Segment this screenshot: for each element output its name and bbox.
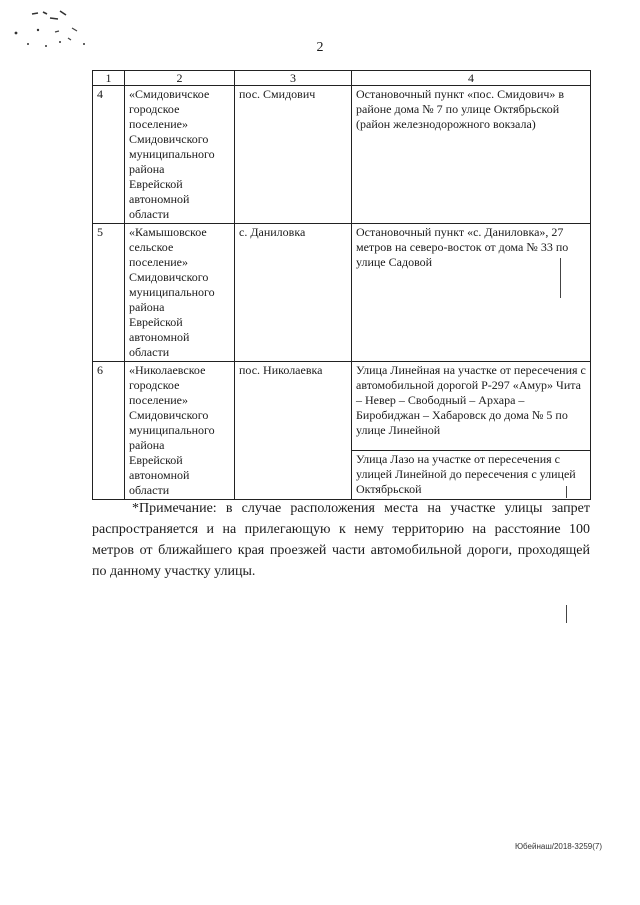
municipality-cell [125,86,235,224]
municipality-line: сельское [129,240,174,254]
municipality-line: области [129,483,170,497]
municipality-cell [125,362,235,500]
municipality-line: «Николаевское [129,363,206,377]
table-row [93,86,591,224]
column-header: 3 [235,71,352,86]
municipality-line: Еврейской [129,453,183,467]
table-row [93,362,591,451]
municipality-line: муниципального [129,423,215,437]
places-table [92,70,591,500]
municipality-line: поселение» [129,117,189,131]
municipality-line: поселение» [129,393,189,407]
municipality-line: автономной [129,468,190,482]
municipality-line: района [129,438,165,452]
municipality-line: Еврейской [129,177,183,191]
municipality-line: «Камышовское [129,225,207,239]
municipality-line: автономной [129,192,190,206]
table-row [93,224,591,362]
municipality-line: района [129,300,165,314]
municipality-line: «Смидовичское [129,87,210,101]
municipality-line: поселение» [129,255,189,269]
municipality-line: муниципального [129,147,215,161]
municipality-line: области [129,207,170,221]
document-code: Юбейнаш/2018-3259(7) [514,842,602,851]
row-number: 6 [93,362,125,500]
column-header: 2 [125,71,235,86]
municipality-line: городское [129,378,180,392]
scan-line [566,605,567,623]
column-header: 1 [93,71,125,86]
municipality-line: городское [129,102,180,116]
municipality-line: автономной [129,330,190,344]
note-text: *Примечание: в случае расположения места на участке улицы запрет распространяется и на прилегающую к нему территорию на расстояние 100 метров от ближайшего края проезжей части автомобильной дороги, проходящей по данному участку улицы. [92,501,590,579]
settlement-cell: пос. Смидович [235,86,352,224]
page-number: 2 [316,40,324,55]
place-cell: Улица Линейная на участке от пересечения с автомобильной дорогой Р-297 «Амур» Чита – Невер – Свободный – Архара – Биробиджан – Хабаровск до дома № 5 по улице Линейной [352,362,591,451]
municipality-line: Еврейской [129,315,183,329]
scan-line [560,258,561,298]
place-cell: Улица Лазо на участке от пересечения с улицей Линейной до пересечения с улицей Октябрьской [352,451,591,500]
place-cell: Остановочный пункт «пос. Смидович» в районе дома № 7 по улице Октябрьской (район железнодорожного вокзала) [352,86,591,224]
column-header: 4 [352,71,591,86]
table-header-row [93,71,591,86]
municipality-line: Смидовичского [129,408,209,422]
scan-line [566,486,567,498]
municipality-line: муниципального [129,285,215,299]
row-number: 4 [93,86,125,224]
municipality-line: Смидовичского [129,270,209,284]
municipality-line: области [129,345,170,359]
row-number: 5 [93,224,125,362]
municipality-line: района [129,162,165,176]
municipality-line: Смидовичского [129,132,209,146]
place-cell: Остановочный пункт «с. Даниловка», 27 метров на северо-восток от дома № 33 по улице Садовой [352,224,591,362]
settlement-cell: с. Даниловка [235,224,352,362]
municipality-cell [125,224,235,362]
settlement-cell: пос. Николаевка [235,362,352,500]
note-paragraph [92,498,590,582]
